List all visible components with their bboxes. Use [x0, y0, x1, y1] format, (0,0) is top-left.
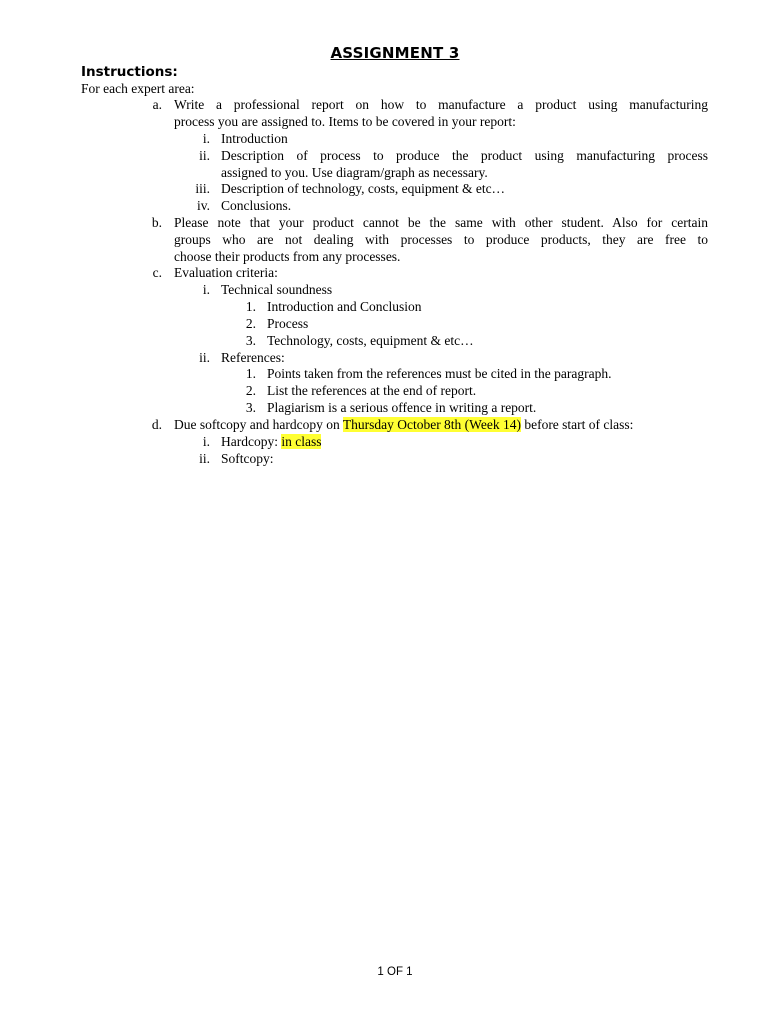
item-a-marker: a.	[152, 97, 162, 112]
item-a-iii-marker: iii.	[195, 181, 210, 196]
item-c-i-marker: i.	[202, 282, 210, 297]
item-a-ii-line2: assigned to you. Use diagram/graph as necessary.	[221, 165, 488, 180]
item-b-line1: Please note that your product cannot be the same with other student. Also for certain	[174, 215, 708, 230]
item-c-i-2-text: Process	[267, 316, 309, 331]
item-c-i-text: Technical soundness	[221, 282, 333, 297]
item-a-ii-line1: Description of process to produce the product using manufacturing process	[221, 148, 708, 163]
page-footer: 1 OF 1	[377, 966, 413, 978]
item-c-text: Evaluation criteria:	[174, 265, 278, 280]
item-b-line3: choose their products from any processes.	[174, 249, 401, 264]
item-a-i-marker: i.	[202, 131, 210, 146]
item-c-marker: c.	[152, 265, 162, 280]
item-b-marker: b.	[151, 215, 162, 230]
item-a-line1: Write a professional report on how to manufacture a product using manufacturing	[174, 97, 708, 112]
item-c-ii-marker: ii.	[199, 350, 210, 365]
softcopy-label: Softcopy:	[221, 451, 274, 466]
item-a-iv-text: Conclusions.	[221, 198, 292, 213]
item-c-ii-2-marker: 2.	[245, 383, 256, 398]
item-d-i-line	[221, 434, 321, 451]
item-c-i-3-text: Technology, costs, equipment & etc…	[267, 333, 474, 348]
item-d-marker: d.	[151, 417, 162, 432]
item-d-text-before: Due softcopy and hardcopy on	[174, 417, 343, 432]
item-c-ii-1-marker: 1.	[245, 366, 256, 381]
document-title: ASSIGNMENT 3	[330, 44, 460, 62]
hardcopy-label: Hardcopy:	[221, 434, 282, 449]
item-c-ii-3-text: Plagiarism is a serious offence in writing a report.	[267, 400, 537, 415]
item-a-line2: process you are assigned to. Items to be covered in your report:	[174, 114, 516, 129]
item-c-i-1-marker: 1.	[245, 299, 256, 314]
item-d-text-after: before start of class:	[520, 417, 634, 432]
item-d-ii-marker: ii.	[199, 451, 210, 466]
instructions-heading: Instructions:	[81, 64, 178, 80]
item-a-ii-marker: ii.	[199, 148, 210, 163]
item-c-ii-2-text: List the references at the end of report.	[267, 383, 477, 398]
item-a-iv-marker: iv.	[197, 198, 210, 213]
intro-text: For each expert area:	[81, 81, 195, 96]
due-date-highlight: Thursday October 8th (Week 14)	[342, 417, 521, 432]
item-c-i-1-text: Introduction and Conclusion	[267, 299, 422, 314]
item-c-i-3-marker: 3.	[245, 333, 256, 348]
item-b-line2: groups who are not dealing with processes to produce products, they are free to	[174, 232, 708, 247]
item-a-i-text: Introduction	[221, 131, 288, 146]
item-c-ii-text: References:	[221, 350, 285, 365]
item-a-iii-text: Description of technology, costs, equipment & etc…	[221, 181, 506, 196]
item-d-i-marker: i.	[202, 434, 210, 449]
hardcopy-highlight: in class	[281, 434, 322, 449]
item-d-line	[174, 417, 633, 434]
item-c-ii-1-text: Points taken from the references must be cited in the paragraph.	[267, 366, 612, 381]
item-c-i-2-marker: 2.	[245, 316, 256, 331]
item-c-ii-3-marker: 3.	[245, 400, 256, 415]
